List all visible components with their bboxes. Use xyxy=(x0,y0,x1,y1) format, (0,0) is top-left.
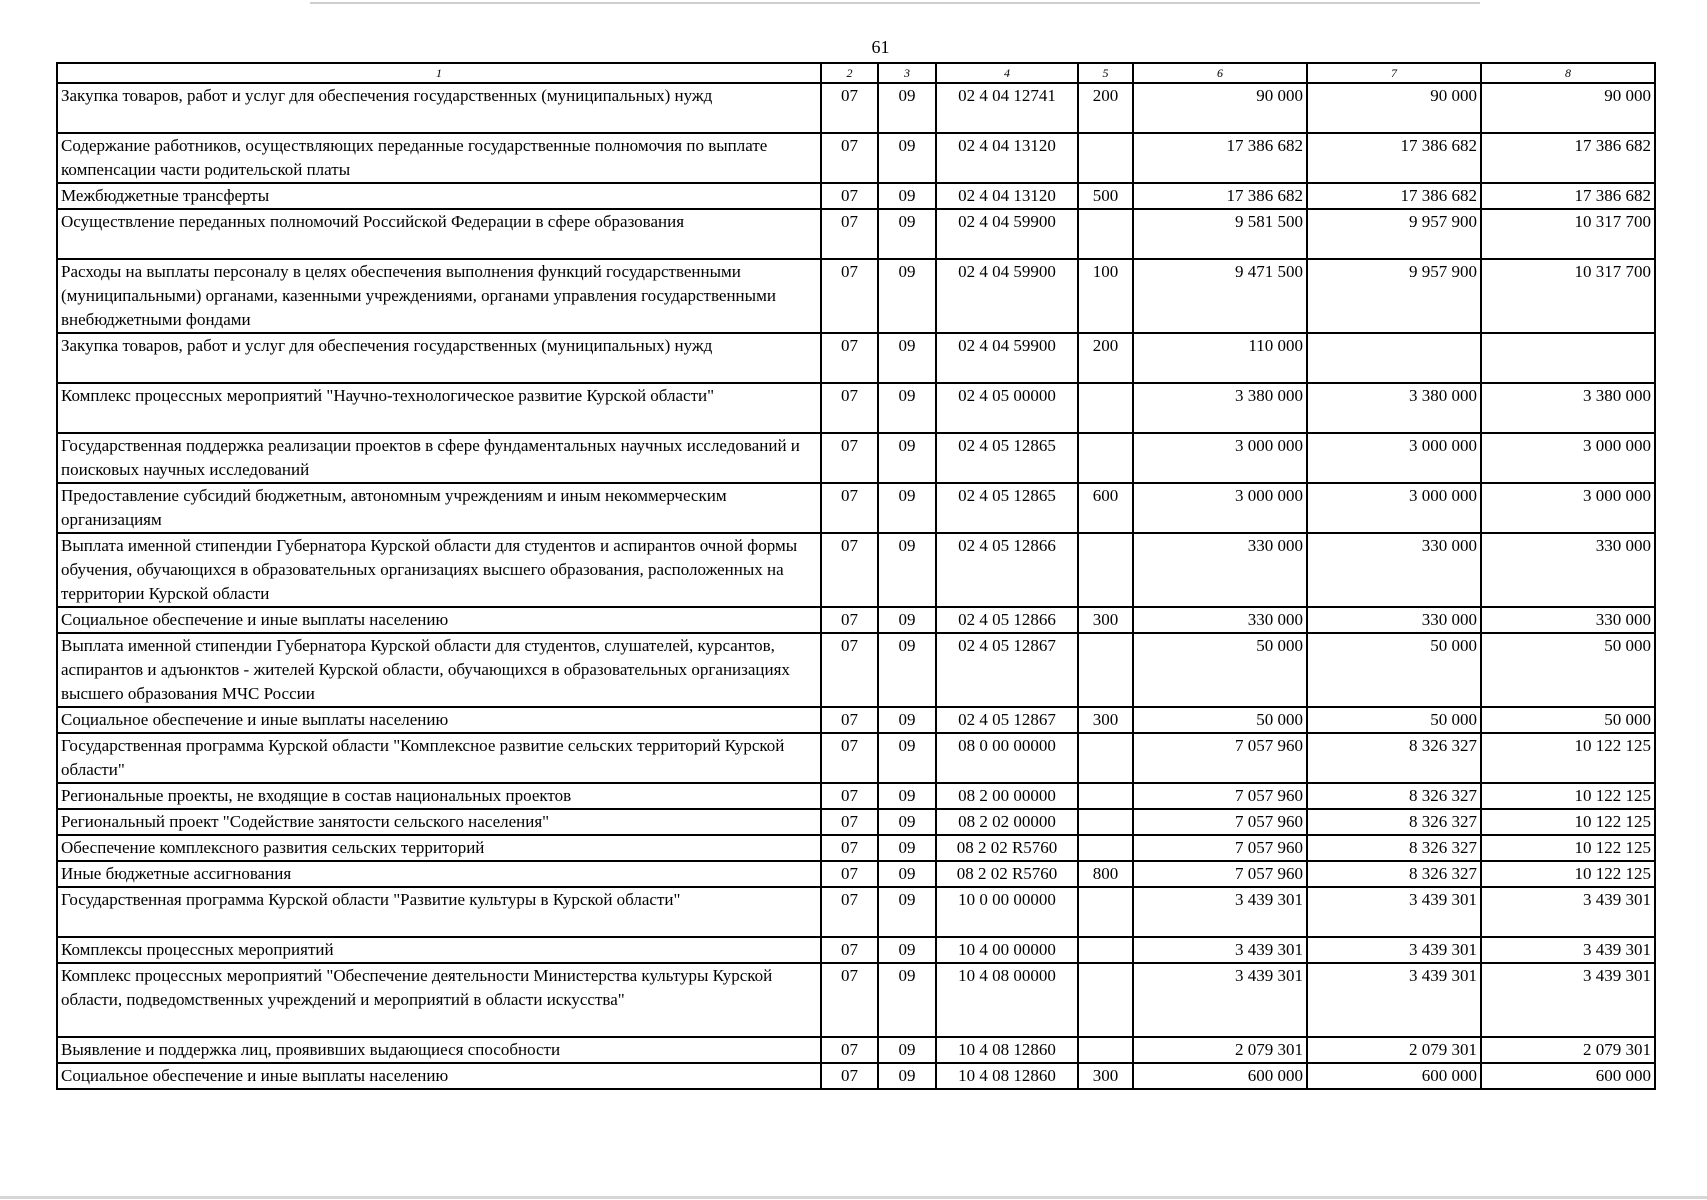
column-header: 7 xyxy=(1307,63,1481,83)
amount-year1-cell: 600 000 xyxy=(1133,1063,1307,1089)
section-code-cell: 07 xyxy=(821,835,878,861)
section-code-cell: 07 xyxy=(821,533,878,607)
table-row xyxy=(57,183,1655,209)
amount-year3-cell: 17 386 682 xyxy=(1481,133,1655,183)
subsection-code-cell: 09 xyxy=(878,259,936,333)
target-article-cell: 02 4 05 12867 xyxy=(936,633,1078,707)
expense-type-cell: 800 xyxy=(1078,861,1133,887)
amount-year3-cell: 50 000 xyxy=(1481,707,1655,733)
target-article-cell: 08 2 02 R5760 xyxy=(936,835,1078,861)
expense-type-cell: 500 xyxy=(1078,183,1133,209)
expense-name-cell: Комплексы процессных мероприятий xyxy=(57,937,821,963)
expense-type-cell: 300 xyxy=(1078,707,1133,733)
scan-artifact-bottom xyxy=(0,1196,1707,1199)
amount-year1-cell: 330 000 xyxy=(1133,607,1307,633)
amount-year1-cell: 17 386 682 xyxy=(1133,183,1307,209)
amount-year2-cell: 8 326 327 xyxy=(1307,783,1481,809)
subsection-code-cell: 09 xyxy=(878,783,936,809)
target-article-cell: 02 4 04 59900 xyxy=(936,259,1078,333)
amount-year1-cell: 50 000 xyxy=(1133,707,1307,733)
target-article-cell: 02 4 05 12865 xyxy=(936,433,1078,483)
amount-year3-cell xyxy=(1481,333,1655,383)
target-article-cell: 08 2 00 00000 xyxy=(936,783,1078,809)
subsection-code-cell: 09 xyxy=(878,83,936,133)
table-row xyxy=(57,733,1655,783)
amount-year1-cell: 3 439 301 xyxy=(1133,963,1307,1037)
expense-name-cell: Закупка товаров, работ и услуг для обеспечения государственных (муниципальных) нужд xyxy=(57,333,821,383)
section-code-cell: 07 xyxy=(821,783,878,809)
expense-type-cell: 300 xyxy=(1078,607,1133,633)
expense-type-cell xyxy=(1078,133,1133,183)
subsection-code-cell: 09 xyxy=(878,1037,936,1063)
target-article-cell: 02 4 04 59900 xyxy=(936,209,1078,259)
expense-name-cell: Комплекс процессных мероприятий "Научно-технологическое развитие Курской области" xyxy=(57,383,821,433)
amount-year2-cell: 3 000 000 xyxy=(1307,433,1481,483)
target-article-cell: 02 4 04 13120 xyxy=(936,183,1078,209)
amount-year3-cell: 10 122 125 xyxy=(1481,809,1655,835)
expense-name-cell: Социальное обеспечение и иные выплаты населению xyxy=(57,1063,821,1089)
section-code-cell: 07 xyxy=(821,887,878,937)
subsection-code-cell: 09 xyxy=(878,937,936,963)
amount-year3-cell: 600 000 xyxy=(1481,1063,1655,1089)
expense-type-cell: 300 xyxy=(1078,1063,1133,1089)
amount-year1-cell: 90 000 xyxy=(1133,83,1307,133)
amount-year2-cell: 3 439 301 xyxy=(1307,887,1481,937)
amount-year2-cell: 3 380 000 xyxy=(1307,383,1481,433)
amount-year3-cell: 10 122 125 xyxy=(1481,835,1655,861)
amount-year1-cell: 7 057 960 xyxy=(1133,733,1307,783)
subsection-code-cell: 09 xyxy=(878,1063,936,1089)
expense-type-cell: 600 xyxy=(1078,483,1133,533)
amount-year2-cell: 8 326 327 xyxy=(1307,809,1481,835)
amount-year1-cell: 2 079 301 xyxy=(1133,1037,1307,1063)
expense-name-cell: Расходы на выплаты персоналу в целях обеспечения выполнения функций государственными (муниципальными) органами, казенными учреждениями, органами управления государственными внебюджетными фондами xyxy=(57,259,821,333)
subsection-code-cell: 09 xyxy=(878,433,936,483)
table-row xyxy=(57,209,1655,259)
amount-year1-cell: 330 000 xyxy=(1133,533,1307,607)
amount-year3-cell: 2 079 301 xyxy=(1481,1037,1655,1063)
table-row xyxy=(57,887,1655,937)
column-header: 8 xyxy=(1481,63,1655,83)
amount-year3-cell: 10 317 700 xyxy=(1481,259,1655,333)
expense-type-cell: 200 xyxy=(1078,83,1133,133)
column-header: 3 xyxy=(878,63,936,83)
table-row xyxy=(57,83,1655,133)
amount-year2-cell xyxy=(1307,333,1481,383)
target-article-cell: 08 0 00 00000 xyxy=(936,733,1078,783)
expense-type-cell xyxy=(1078,533,1133,607)
section-code-cell: 07 xyxy=(821,383,878,433)
table-row xyxy=(57,707,1655,733)
amount-year1-cell: 17 386 682 xyxy=(1133,133,1307,183)
target-article-cell: 08 2 02 R5760 xyxy=(936,861,1078,887)
target-article-cell: 02 4 05 12867 xyxy=(936,707,1078,733)
amount-year2-cell: 3 439 301 xyxy=(1307,937,1481,963)
table-row xyxy=(57,1063,1655,1089)
subsection-code-cell: 09 xyxy=(878,133,936,183)
section-code-cell: 07 xyxy=(821,963,878,1037)
section-code-cell: 07 xyxy=(821,209,878,259)
amount-year1-cell: 3 000 000 xyxy=(1133,483,1307,533)
table-row xyxy=(57,1037,1655,1063)
expense-name-cell: Выплата именной стипендии Губернатора Курской области для студентов, слушателей, курсантов, аспирантов и адъюнктов - жителей Курской области, обучающихся в образовательных организациях высшего образования МЧС России xyxy=(57,633,821,707)
target-article-cell: 02 4 04 59900 xyxy=(936,333,1078,383)
table-row xyxy=(57,835,1655,861)
table-row xyxy=(57,383,1655,433)
amount-year1-cell: 7 057 960 xyxy=(1133,809,1307,835)
subsection-code-cell: 09 xyxy=(878,183,936,209)
expense-name-cell: Обеспечение комплексного развития сельских территорий xyxy=(57,835,821,861)
column-header: 4 xyxy=(936,63,1078,83)
amount-year2-cell: 330 000 xyxy=(1307,607,1481,633)
table-row xyxy=(57,937,1655,963)
table-row xyxy=(57,259,1655,333)
section-code-cell: 07 xyxy=(821,1037,878,1063)
amount-year2-cell: 330 000 xyxy=(1307,533,1481,607)
target-article-cell: 02 4 05 12865 xyxy=(936,483,1078,533)
amount-year3-cell: 3 439 301 xyxy=(1481,937,1655,963)
amount-year2-cell: 17 386 682 xyxy=(1307,183,1481,209)
section-code-cell: 07 xyxy=(821,733,878,783)
subsection-code-cell: 09 xyxy=(878,607,936,633)
amount-year3-cell: 3 380 000 xyxy=(1481,383,1655,433)
table-row xyxy=(57,433,1655,483)
amount-year1-cell: 3 380 000 xyxy=(1133,383,1307,433)
expense-name-cell: Региональные проекты, не входящие в состав национальных проектов xyxy=(57,783,821,809)
amount-year2-cell: 9 957 900 xyxy=(1307,209,1481,259)
target-article-cell: 02 4 05 12866 xyxy=(936,533,1078,607)
section-code-cell: 07 xyxy=(821,83,878,133)
expense-name-cell: Комплекс процессных мероприятий "Обеспечение деятельности Министерства культуры Курской области, подведомственных учреждений и мероприятий в области искусства" xyxy=(57,963,821,1037)
subsection-code-cell: 09 xyxy=(878,835,936,861)
section-code-cell: 07 xyxy=(821,707,878,733)
amount-year2-cell: 9 957 900 xyxy=(1307,259,1481,333)
expense-type-cell: 200 xyxy=(1078,333,1133,383)
scan-artifact-top xyxy=(310,2,1480,4)
table-row xyxy=(57,483,1655,533)
target-article-cell: 02 4 04 12741 xyxy=(936,83,1078,133)
amount-year3-cell: 3 439 301 xyxy=(1481,963,1655,1037)
section-code-cell: 07 xyxy=(821,861,878,887)
target-article-cell: 02 4 05 12866 xyxy=(936,607,1078,633)
expense-type-cell xyxy=(1078,963,1133,1037)
table-row xyxy=(57,809,1655,835)
target-article-cell: 10 4 08 12860 xyxy=(936,1063,1078,1089)
section-code-cell: 07 xyxy=(821,607,878,633)
expense-name-cell: Иные бюджетные ассигнования xyxy=(57,861,821,887)
table-row xyxy=(57,533,1655,607)
subsection-code-cell: 09 xyxy=(878,633,936,707)
table-row xyxy=(57,963,1655,1037)
expense-name-cell: Выявление и поддержка лиц, проявивших выдающиеся способности xyxy=(57,1037,821,1063)
expense-type-cell xyxy=(1078,1037,1133,1063)
amount-year3-cell: 10 317 700 xyxy=(1481,209,1655,259)
amount-year3-cell: 50 000 xyxy=(1481,633,1655,707)
amount-year2-cell: 3 439 301 xyxy=(1307,963,1481,1037)
expense-name-cell: Содержание работников, осуществляющих переданные государственные полномочия по выплате компенсации части родительской платы xyxy=(57,133,821,183)
expense-type-cell xyxy=(1078,433,1133,483)
section-code-cell: 07 xyxy=(821,433,878,483)
amount-year3-cell: 3 000 000 xyxy=(1481,433,1655,483)
expense-type-cell xyxy=(1078,209,1133,259)
column-header: 2 xyxy=(821,63,878,83)
subsection-code-cell: 09 xyxy=(878,209,936,259)
expense-name-cell: Выплата именной стипендии Губернатора Курской области для студентов и аспирантов очной формы обучения, обучающихся в образовательных организациях высшего образования, расположенных на территории Курской области xyxy=(57,533,821,607)
amount-year1-cell: 50 000 xyxy=(1133,633,1307,707)
amount-year3-cell: 10 122 125 xyxy=(1481,733,1655,783)
amount-year3-cell: 10 122 125 xyxy=(1481,783,1655,809)
amount-year2-cell: 50 000 xyxy=(1307,633,1481,707)
section-code-cell: 07 xyxy=(821,937,878,963)
expense-name-cell: Предоставление субсидий бюджетным, автономным учреждениям и иным некоммерческим организациям xyxy=(57,483,821,533)
subsection-code-cell: 09 xyxy=(878,887,936,937)
amount-year2-cell: 90 000 xyxy=(1307,83,1481,133)
subsection-code-cell: 09 xyxy=(878,383,936,433)
section-code-cell: 07 xyxy=(821,333,878,383)
expense-name-cell: Региональный проект "Содействие занятости сельского населения" xyxy=(57,809,821,835)
amount-year3-cell: 3 439 301 xyxy=(1481,887,1655,937)
amount-year2-cell: 600 000 xyxy=(1307,1063,1481,1089)
section-code-cell: 07 xyxy=(821,183,878,209)
table-row xyxy=(57,607,1655,633)
target-article-cell: 02 4 04 13120 xyxy=(936,133,1078,183)
section-code-cell: 07 xyxy=(821,809,878,835)
amount-year1-cell: 7 057 960 xyxy=(1133,835,1307,861)
target-article-cell: 02 4 05 00000 xyxy=(936,383,1078,433)
expense-type-cell xyxy=(1078,733,1133,783)
subsection-code-cell: 09 xyxy=(878,963,936,1037)
target-article-cell: 10 4 08 00000 xyxy=(936,963,1078,1037)
target-article-cell: 10 0 00 00000 xyxy=(936,887,1078,937)
expense-name-cell: Государственная программа Курской области "Развитие культуры в Курской области" xyxy=(57,887,821,937)
amount-year1-cell: 3 439 301 xyxy=(1133,937,1307,963)
table-row xyxy=(57,333,1655,383)
expense-name-cell: Государственная программа Курской области "Комплексное развитие сельских территорий Курской области" xyxy=(57,733,821,783)
column-number-header-row xyxy=(57,63,1655,83)
expense-name-cell: Межбюджетные трансферты xyxy=(57,183,821,209)
amount-year2-cell: 8 326 327 xyxy=(1307,861,1481,887)
expense-type-cell xyxy=(1078,937,1133,963)
subsection-code-cell: 09 xyxy=(878,733,936,783)
subsection-code-cell: 09 xyxy=(878,533,936,607)
amount-year2-cell: 8 326 327 xyxy=(1307,835,1481,861)
expense-type-cell xyxy=(1078,783,1133,809)
amount-year2-cell: 50 000 xyxy=(1307,707,1481,733)
section-code-cell: 07 xyxy=(821,259,878,333)
amount-year2-cell: 2 079 301 xyxy=(1307,1037,1481,1063)
expense-type-cell xyxy=(1078,835,1133,861)
subsection-code-cell: 09 xyxy=(878,861,936,887)
subsection-code-cell: 09 xyxy=(878,809,936,835)
page-number: 61 xyxy=(871,37,890,57)
amount-year1-cell: 9 581 500 xyxy=(1133,209,1307,259)
subsection-code-cell: 09 xyxy=(878,333,936,383)
amount-year2-cell: 3 000 000 xyxy=(1307,483,1481,533)
expense-name-cell: Государственная поддержка реализации проектов в сфере фундаментальных научных исследований и поисковых научных исследований xyxy=(57,433,821,483)
section-code-cell: 07 xyxy=(821,133,878,183)
section-code-cell: 07 xyxy=(821,483,878,533)
expense-name-cell: Закупка товаров, работ и услуг для обеспечения государственных (муниципальных) нужд xyxy=(57,83,821,133)
amount-year1-cell: 7 057 960 xyxy=(1133,861,1307,887)
expense-name-cell: Социальное обеспечение и иные выплаты населению xyxy=(57,607,821,633)
expense-type-cell xyxy=(1078,633,1133,707)
expense-type-cell xyxy=(1078,887,1133,937)
amount-year1-cell: 9 471 500 xyxy=(1133,259,1307,333)
amount-year1-cell: 3 439 301 xyxy=(1133,887,1307,937)
table-row xyxy=(57,861,1655,887)
budget-table xyxy=(56,62,1656,1090)
expense-type-cell xyxy=(1078,383,1133,433)
amount-year3-cell: 90 000 xyxy=(1481,83,1655,133)
column-header: 1 xyxy=(57,63,821,83)
amount-year3-cell: 330 000 xyxy=(1481,533,1655,607)
subsection-code-cell: 09 xyxy=(878,707,936,733)
expense-type-cell xyxy=(1078,809,1133,835)
table-row xyxy=(57,633,1655,707)
amount-year2-cell: 17 386 682 xyxy=(1307,133,1481,183)
amount-year3-cell: 330 000 xyxy=(1481,607,1655,633)
expense-type-cell: 100 xyxy=(1078,259,1133,333)
amount-year3-cell: 3 000 000 xyxy=(1481,483,1655,533)
column-header: 6 xyxy=(1133,63,1307,83)
expense-name-cell: Осуществление переданных полномочий Российской Федерации в сфере образования xyxy=(57,209,821,259)
section-code-cell: 07 xyxy=(821,1063,878,1089)
table-body xyxy=(57,83,1655,1089)
amount-year1-cell: 3 000 000 xyxy=(1133,433,1307,483)
target-article-cell: 10 4 08 12860 xyxy=(936,1037,1078,1063)
amount-year3-cell: 10 122 125 xyxy=(1481,861,1655,887)
column-header: 5 xyxy=(1078,63,1133,83)
section-code-cell: 07 xyxy=(821,633,878,707)
target-article-cell: 08 2 02 00000 xyxy=(936,809,1078,835)
amount-year2-cell: 8 326 327 xyxy=(1307,733,1481,783)
amount-year1-cell: 7 057 960 xyxy=(1133,783,1307,809)
table-row xyxy=(57,133,1655,183)
target-article-cell: 10 4 00 00000 xyxy=(936,937,1078,963)
amount-year1-cell: 110 000 xyxy=(1133,333,1307,383)
subsection-code-cell: 09 xyxy=(878,483,936,533)
table-row xyxy=(57,783,1655,809)
amount-year3-cell: 17 386 682 xyxy=(1481,183,1655,209)
expense-name-cell: Социальное обеспечение и иные выплаты населению xyxy=(57,707,821,733)
